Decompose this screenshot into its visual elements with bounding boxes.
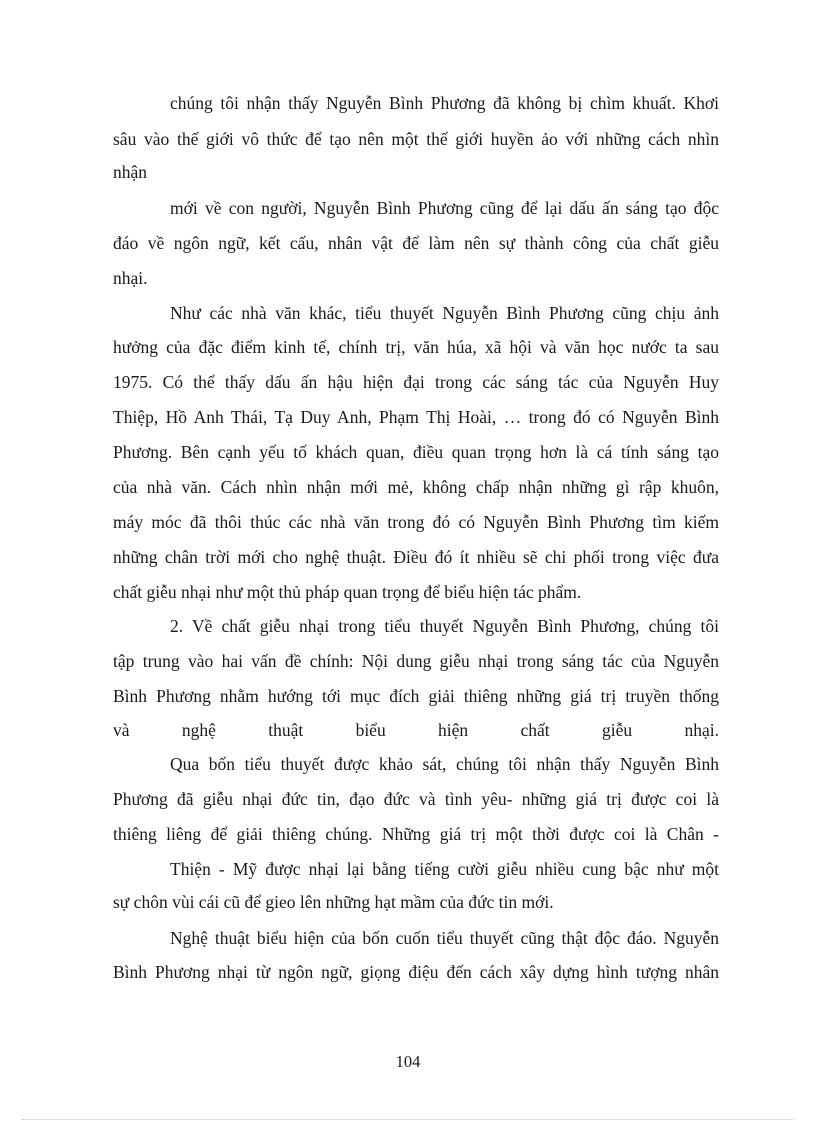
text-line: Bình Phương nhại từ ngôn ngữ, giọng điệu đến cách xây dựng hình tượng nhân — [113, 962, 719, 982]
page-bottom-rule — [22, 1119, 794, 1120]
text-line: thiêng liêng để giải thiêng chúng. Những giá trị một thời được coi là Chân - — [113, 824, 719, 844]
text-line: hưởng của đặc điểm kinh tế, chính trị, văn húa, xã hội và văn học nước ta sau — [113, 337, 719, 357]
text-line: Nghệ thuật biểu hiện của bốn cuốn tiểu thuyết cũng thật độc đáo. Nguyễn — [170, 928, 719, 948]
text-line: Thiệp, Hồ Anh Thái, Tạ Duy Anh, Phạm Thị Hoài, … trong đó có Nguyễn Bình — [113, 407, 719, 427]
text-line: nhận — [113, 162, 148, 182]
text-line: Qua bốn tiểu thuyết được khảo sát, chúng tôi nhận thấy Nguyễn Bình — [170, 754, 719, 774]
text-line: Bình Phương nhằm hướng tới mục đích giải thiêng những giá trị truyền thống — [113, 686, 719, 706]
text-line: những chân trời mới cho nghệ thuật. Điều đó ít nhiều sẽ chi phối trong việc đưa — [113, 547, 719, 567]
text-line: của nhà văn. Cách nhìn nhận mới mẻ, không chấp nhận những gì rập khuôn, — [113, 477, 719, 497]
text-line: Như các nhà văn khác, tiểu thuyết Nguyễn Bình Phương cũng chịu ảnh — [170, 303, 719, 323]
text-line: chúng tôi nhận thấy Nguyễn Bình Phương đã không bị chìm khuất. Khơi — [170, 93, 719, 113]
text-line: Thiện - Mỹ được nhại lại bằng tiếng cười giễu nhiều cung bậc như một — [170, 859, 719, 879]
text-line: 1975. Có thể thấy dấu ấn hậu hiện đại trong các sáng tác của Nguyễn Huy — [113, 372, 719, 392]
text-line: máy móc đã thôi thúc các nhà văn trong đó có Nguyễn Bình Phương tìm kiếm — [113, 512, 719, 532]
text-line: mới về con người, Nguyễn Bình Phương cũng để lại dấu ấn sáng tạo độc — [170, 198, 719, 218]
page-number: 104 — [395, 1052, 421, 1071]
text-line: tập trung vào hai vấn đề chính: Nội dung giễu nhại trong sáng tác của Nguyễn — [113, 651, 719, 671]
text-line: nhại. — [113, 268, 148, 288]
text-line: đáo về ngôn ngữ, kết cấu, nhân vật để làm nên sự thành công của chất giễu — [113, 233, 719, 253]
text-line: chất giễu nhại như một thủ pháp quan trọng để biểu hiện tác phẩm. — [113, 582, 582, 602]
text-line: sâu vào thế giới vô thức để tạo nên một thế giới huyền ảo với những cách nhìn — [113, 129, 719, 149]
text-line: Phương. Bên cạnh yếu tố khách quan, điều quan trọng hơn là cá tính sáng tạo — [113, 442, 719, 462]
text-line: 2. Về chất giễu nhại trong tiểu thuyết Nguyễn Bình Phương, chúng tôi — [170, 616, 719, 636]
text-line: Phương đã giễu nhại đức tin, đạo đức và tình yêu- những giá trị được coi là — [113, 789, 719, 809]
text-line: và nghệ thuật biểu hiện chất giễu nhại. — [113, 720, 719, 740]
text-line: sự chôn vùi cái cũ để gieo lên những hạt mầm của đức tin mới. — [113, 892, 554, 912]
